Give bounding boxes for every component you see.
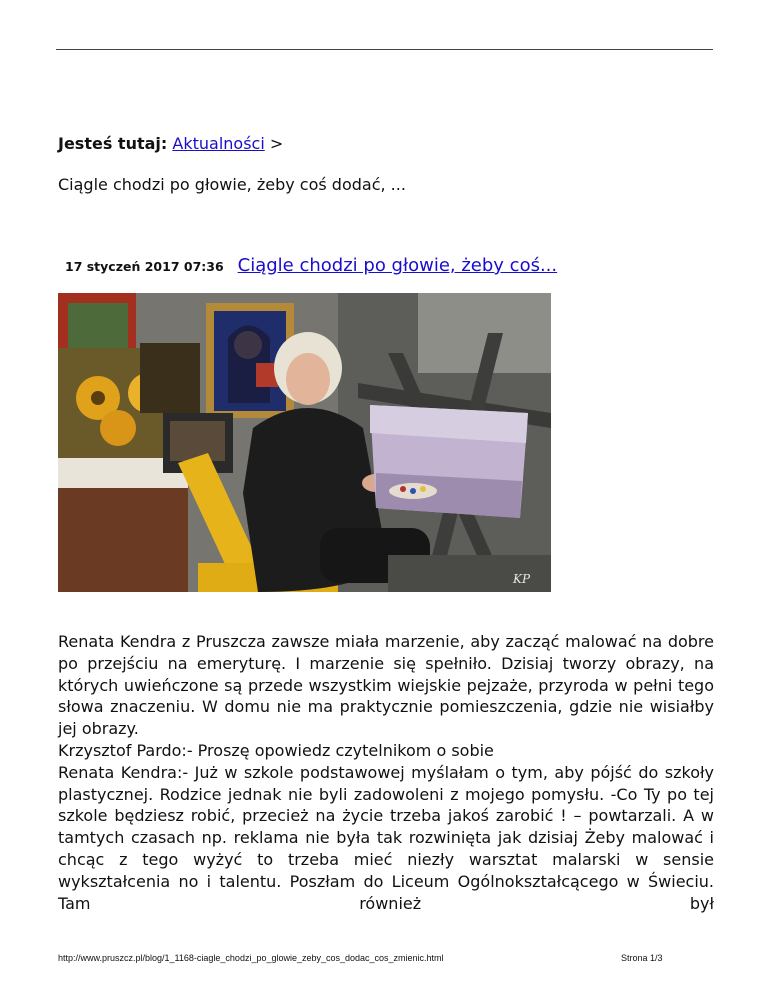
article-paragraph: Krzysztof Pardo:- Proszę opowiedz czytelnikom o sobie [58,740,494,760]
breadcrumb [58,133,283,155]
footer-url: http://www.pruszcz.pl/blog/1_1168-ciagle_chodzi_po_glowie_zeby_cos_dodac_cos_zmienic.html [58,953,444,963]
photo-signature: KP [513,572,531,586]
breadcrumb-link-aktualnosci[interactable]: Aktualności [172,134,265,153]
page-subtitle: Ciągle chodzi po głowie, żeby coś dodać, ... [58,175,406,194]
breadcrumb-label: Jesteś tutaj: [58,134,168,153]
post-date: 17 styczeń 2017 07:36 [65,259,224,274]
article-photo [58,293,551,592]
top-rule [56,49,713,50]
post-title-link[interactable]: Ciągle chodzi po głowie, żeby coś... [237,255,558,276]
article-paragraph: Renata Kendra:- Już w szkole podstawowej myślałam o tym, aby pójść do szkoły plastycznej. Rodzice jednak nie byli zadowoleni z mojego pomysłu. -Co Ty po tej szkole będziesz robić, przecież na życie trzeba jakoś zarobić ! – powtarzali. A w tamtych czasach np. reklama nie była tak rozwinięta jak dzisiaj Żeby malować i chcąc z tego wyżyć to trzeba mieć niezły warsztat malarski w sensie wykształcenia no i talentu. Poszłam do Liceum Ogólnokształcącego w Świeciu. Tam również był [58,762,714,913]
article-paragraph: Renata Kendra z Pruszcza zawsze miała marzenie, aby zacząć malować na dobre po przejściu na emeryturę. I marzenie się spełniło. Dzisiaj tworzy obrazy, na których uwieńczone są przede wszystkim wiejskie pejzaże, przyroda w pełni tego słowa znaczeniu. W domu nie ma praktycznie pomieszczenia, gdzie nie wisiałby jej obrazy. [58,632,714,739]
article-body [58,631,714,914]
footer-page-number: Strona 1/3 [621,953,663,963]
post-header [65,255,557,276]
breadcrumb-separator: > [269,134,284,153]
